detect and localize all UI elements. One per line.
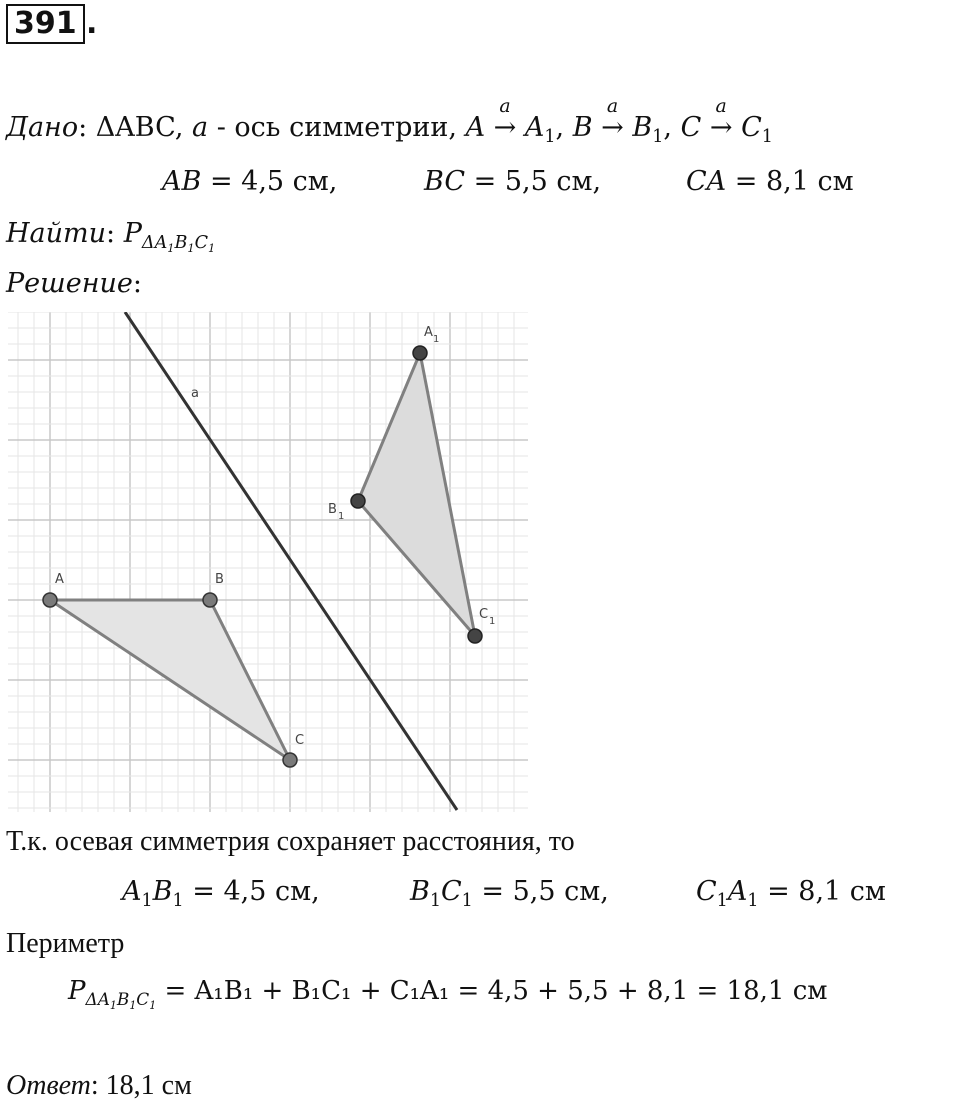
answer-line	[6, 1070, 192, 1102]
ca-value: = 8,1 см	[734, 166, 854, 197]
given-triangle: ΔABC,	[95, 112, 184, 143]
point-a1	[413, 346, 427, 360]
given-label: Дано	[6, 112, 79, 143]
figure-svg	[8, 312, 528, 812]
eq-c1a1: $C_1A_1 = 8,1$ см	[696, 876, 886, 912]
perimeter-label: Периметр	[6, 928, 125, 959]
find-line: Найти: $P_{\Delta A_1B_1C_1}$	[6, 218, 216, 256]
given-bc	[424, 166, 601, 197]
given-lengths	[162, 166, 337, 197]
find-label: Найти	[6, 218, 107, 249]
label-b1: B	[328, 502, 337, 517]
bc-value: = 5,5 см,	[473, 166, 602, 197]
geometry-figure	[8, 312, 528, 812]
given-ca	[686, 166, 854, 197]
given-axis: a	[192, 112, 209, 143]
solution-label: Решение	[6, 268, 133, 299]
map-c: C → a $C_1$	[680, 95, 773, 148]
point-a	[43, 593, 57, 607]
eq-b1c1: $B_1C_1 = 5,5$ см,	[410, 876, 609, 912]
label-c1: C	[479, 607, 489, 622]
formula-body: = A₁B₁ + B₁C₁ + C₁A₁ = 4,5 + 5,5 + 8,1 = 18,1 см	[164, 976, 828, 1006]
ca-name: CA	[686, 166, 727, 197]
given-axis-text: - ось симметрии,	[216, 112, 457, 143]
map-a: A → a $A_1$,	[465, 95, 565, 148]
label-b: B	[215, 572, 224, 587]
find-sub: ΔA1B1C1	[141, 233, 216, 256]
perimeter-formula: $P_{\Delta A_1B_1C_1} = A_1B_1 + B_1C_1 + C_1A_1 = 4,5 + 5,5 + 8,1 = 18,1$ см	[68, 976, 828, 1012]
triangle-a1b1c1	[358, 353, 475, 636]
point-b	[203, 593, 217, 607]
label-a1-sub: 1	[433, 334, 440, 345]
ab-value: = 4,5 см,	[209, 166, 338, 197]
label-a: A	[55, 572, 64, 587]
since-text: Т.к. осевая симметрия сохраняет расстояния, то	[6, 826, 575, 857]
label-c1-sub: 1	[489, 616, 496, 627]
problem-number: 391	[6, 4, 85, 44]
given-colon: :	[78, 112, 88, 143]
solution-line: Решение:	[6, 268, 142, 299]
answer-value: : 18,1 см	[90, 1070, 192, 1101]
label-b1-sub: 1	[338, 511, 345, 522]
ab-name: AB	[162, 166, 202, 197]
answer-label: Ответ	[6, 1070, 91, 1101]
given-line	[6, 95, 773, 148]
problem-number-dot: .	[86, 6, 98, 41]
point-c	[283, 753, 297, 767]
label-a1: A	[424, 325, 433, 340]
eq-a1b1: $A_1B_1 = 4,5$ см,	[122, 876, 320, 912]
bc-name: BC	[424, 166, 466, 197]
point-c1	[468, 629, 482, 643]
label-c: C	[295, 733, 305, 748]
point-b1	[351, 494, 365, 508]
map-b: B → a $B_1$,	[572, 95, 672, 148]
axis-label: a	[191, 386, 199, 401]
find-p: P	[123, 218, 142, 249]
